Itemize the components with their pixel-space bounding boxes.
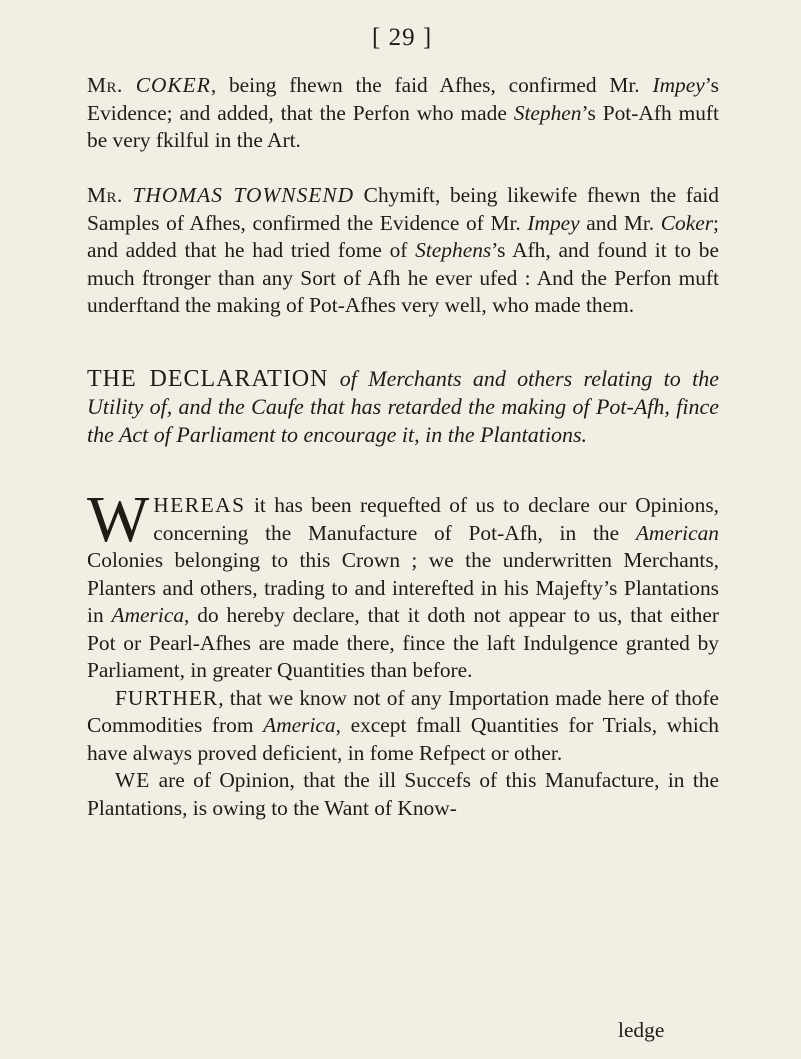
title-mr: Mr.	[87, 73, 123, 97]
name-townsend: THOMAS TOWNSEND	[132, 183, 355, 207]
p2-text1: Chymift, being likewife fhewn the faid Samples of Afhes, confirmed the Evidence of Mr.	[87, 183, 719, 235]
p4-ref1: America	[263, 713, 336, 737]
p2-ref1: Impey	[527, 210, 580, 235]
p3-text3: , do hereby declare, that it doth not appear to us, that either Pot or Pearl-Afhes are made there, fince the laft Indulgence granted by Parliament, in greater Quantities than before.	[87, 603, 719, 682]
paragraph-whereas	[87, 483, 719, 685]
p4-text1: , that we know not of any Importation made here of thofe Commodities from	[87, 685, 719, 737]
p2-ref3: Stephens	[415, 238, 492, 262]
p3-ref2: America	[111, 603, 185, 627]
section-heading	[87, 365, 719, 449]
paragraph-we	[87, 767, 719, 822]
p2-text4: ’s Afh, and found it to be much ftronger than any Sort of Afh he ever ufed : And the Perfon muft underftand the making of Pot-Afhes very well, who made them.	[87, 238, 719, 317]
heading-lead: THE DECLARATION	[87, 366, 329, 392]
p1-ref2: Stephen	[513, 100, 582, 125]
name-coker: COKER	[135, 73, 211, 97]
p2-ref2: Coker	[660, 210, 714, 235]
p3-text1: it has been requefted of us to declare our Opinions, concerning the Manufacture of Pot-Afh, in the	[153, 493, 719, 545]
p2-text2: and Mr.	[579, 210, 661, 235]
heading-rest: of Merchants and others relating to the Utility of, and the Caufe that has retarded the making of Pot-Afh, fince the Act of Parliament to encourage it, in the Plantations.	[87, 366, 719, 447]
paragraph-coker	[87, 72, 719, 155]
p1-text2: ’s Evidence; and added, that the Perfon who made	[87, 73, 719, 125]
catchword: ledge	[618, 1018, 665, 1042]
p4-text2: , except fmall Quantities for Trials, which have always proved deficient, in fome Refpect or other.	[87, 713, 719, 765]
p2-text3: ; and added that he had tried fome of	[87, 210, 719, 262]
paragraph-townsend	[87, 182, 719, 320]
p4-lead: FURTHER	[115, 685, 219, 710]
p1-text3: ’s Pot-Afh muft be very fkilful in the Art.	[87, 100, 719, 152]
title-mr-2: Mr.	[87, 183, 123, 207]
declaration-body	[87, 483, 719, 822]
p5-lead: WE	[115, 768, 151, 792]
p3-first-word: HEREAS	[153, 493, 246, 517]
page-number: [ 29 ]	[372, 24, 433, 51]
p1-text1: , being fhewn the faid Afhes, confirmed Mr.	[210, 73, 653, 97]
paragraph-further	[87, 685, 719, 768]
p5-text1: are of Opinion, that the ill Succefs of this Manufacture, in the Plantations, is owing to the Want of Know-	[87, 768, 719, 820]
p3-ref1: American	[635, 520, 719, 545]
p1-ref1: Impey	[652, 73, 705, 97]
p3-text2: Colonies belonging to this Crown ; we the underwritten Merchants, Planters and others, trading to and interefted in his Majefty’s Plantations in	[87, 548, 719, 627]
drop-cap: W	[87, 483, 148, 556]
